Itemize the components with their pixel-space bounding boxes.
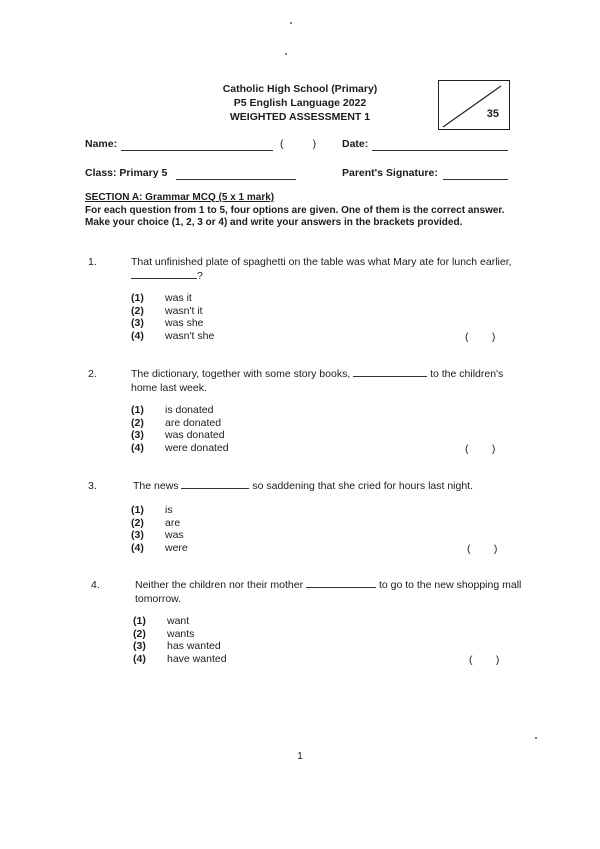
question-text — [131, 255, 521, 283]
date-label: Date: — [342, 138, 369, 150]
subject-title: P5 English Language 2022 — [233, 97, 367, 109]
question-stem-end: ? — [197, 270, 203, 282]
option-number: (3) — [131, 429, 144, 441]
name-field[interactable] — [121, 150, 273, 151]
option-number: (3) — [131, 529, 144, 541]
option-number: (1) — [133, 615, 146, 627]
question-text — [131, 367, 521, 395]
question-number: 1. — [88, 256, 97, 268]
scan-speck — [535, 737, 537, 739]
option-number: (1) — [131, 504, 144, 516]
name-label: Name: — [85, 138, 118, 150]
option-item — [131, 442, 229, 455]
option-item — [131, 429, 229, 442]
option-text: were donated — [165, 441, 229, 454]
option-item — [131, 404, 229, 417]
question-text — [133, 479, 533, 493]
option-item — [131, 529, 188, 542]
option-item — [131, 330, 214, 343]
option-item — [131, 542, 188, 555]
question-stem: The news — [133, 480, 179, 492]
option-text: wasn't it — [165, 304, 203, 317]
option-text: was — [165, 529, 184, 541]
scan-speck — [285, 53, 287, 55]
option-text: is — [165, 504, 173, 516]
scan-speck — [290, 22, 292, 24]
signature-label: Parent's Signature: — [342, 167, 438, 179]
option-number: (4) — [133, 652, 146, 665]
option-text: want — [167, 615, 190, 627]
option-item — [131, 517, 188, 530]
option-text: was donated — [165, 429, 225, 441]
option-item — [131, 317, 214, 330]
option-text: were — [165, 541, 188, 554]
marks-box-diagonal — [439, 81, 511, 131]
option-item — [133, 628, 227, 641]
option-number: (4) — [131, 441, 144, 454]
option-number: (4) — [131, 541, 144, 554]
option-number: (3) — [131, 317, 144, 329]
option-number: (1) — [131, 404, 144, 416]
section-instructions: For each question from 1 to 5, four options are given. One of them is the correct answer. Make your choice (1, 2, 3 or 4) and write your answers in the brackets provided. — [85, 205, 505, 228]
option-item — [131, 504, 188, 517]
option-text: have wanted — [167, 652, 227, 665]
option-text: was she — [165, 317, 204, 329]
answer-blank — [353, 367, 427, 377]
question-stem-end: to the children's home last week. — [131, 368, 504, 394]
option-item — [133, 640, 227, 653]
question-stem: That unfinished plate of spaghetti on the table was what Mary ate for lunch earlier, — [131, 256, 512, 268]
question-stem-end: to go to the new shopping mall tomorrow. — [135, 579, 522, 605]
option-number: (3) — [133, 640, 146, 652]
question-stem: The dictionary, together with some story books, — [131, 368, 351, 380]
option-number: (4) — [131, 329, 144, 342]
question-number: 2. — [88, 368, 97, 380]
question-stem-end: so saddening that she cried for hours last night. — [252, 480, 474, 492]
answer-blank — [181, 479, 249, 489]
answer-blank — [306, 578, 376, 588]
answer-blank — [131, 269, 197, 279]
question-stem: Neither the children nor their mother — [135, 579, 304, 591]
option-number: (1) — [131, 292, 144, 304]
question-number: 3. — [88, 480, 97, 492]
date-field[interactable] — [372, 150, 508, 151]
register-number-brackets: ( ) — [280, 138, 317, 150]
option-item — [131, 305, 214, 318]
option-text: has wanted — [167, 640, 221, 652]
signature-field[interactable] — [443, 179, 508, 180]
option-text: was it — [165, 292, 192, 304]
school-name: Catholic High School (Primary) — [222, 83, 378, 95]
option-item — [133, 615, 227, 628]
option-number: (2) — [131, 516, 144, 529]
answer-brackets[interactable]: ( ) — [469, 654, 500, 666]
section-title: SECTION A: Grammar MCQ (5 x 1 mark) — [85, 192, 275, 203]
page-number: 1 — [297, 751, 303, 762]
option-text: wants — [167, 627, 195, 640]
option-item — [131, 292, 214, 305]
question-text — [135, 578, 525, 606]
question-number: 4. — [91, 579, 100, 591]
option-text: are — [165, 516, 181, 529]
marks-box — [438, 80, 510, 130]
options-list — [133, 615, 227, 665]
options-list — [131, 404, 229, 454]
answer-brackets[interactable]: ( ) — [465, 443, 496, 455]
options-list — [131, 504, 188, 554]
option-text: wasn't she — [165, 329, 215, 342]
option-item — [131, 417, 229, 430]
option-text: is donated — [165, 404, 214, 416]
option-number: (2) — [131, 416, 144, 429]
class-label: Class: Primary 5 — [85, 167, 168, 179]
options-list — [131, 292, 214, 342]
assessment-title: WEIGHTED ASSESSMENT 1 — [229, 111, 371, 123]
option-number: (2) — [133, 627, 146, 640]
option-number: (2) — [131, 304, 144, 317]
total-marks: 35 — [486, 108, 499, 120]
option-item — [133, 653, 227, 666]
answer-brackets[interactable]: ( ) — [465, 331, 496, 343]
answer-brackets[interactable]: ( ) — [467, 543, 498, 555]
class-field[interactable] — [176, 179, 296, 180]
option-text: are donated — [165, 416, 222, 429]
